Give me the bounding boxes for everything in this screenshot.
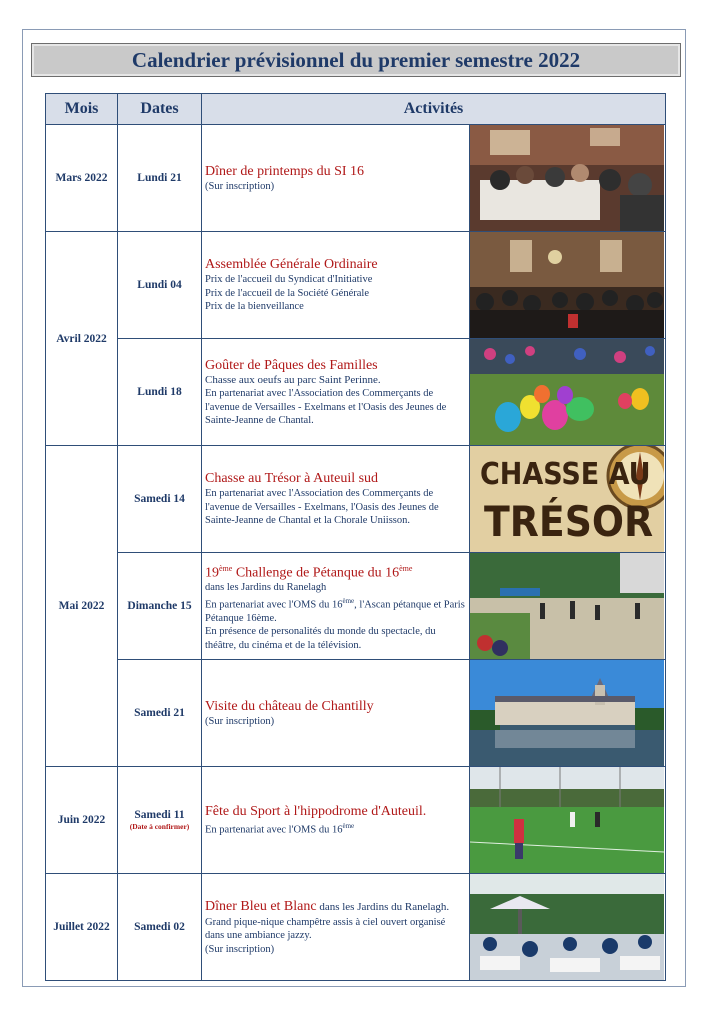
- activity-title: 19ème Challenge de Pétanque du 16ème: [205, 563, 413, 581]
- table-row: [46, 553, 666, 660]
- activity-cell: [202, 767, 470, 874]
- table-row: [46, 232, 666, 339]
- date-cell: Samedi 11 (Date à confirmer): [118, 767, 202, 874]
- activity-line: En partenariat avec l'OMS du 16ème, l'Ascan pétanque et Paris Pétanque 16ème.: [205, 596, 465, 624]
- activity-line: En partenariat avec l'Association des Commerçants de l'avenue de Versailles - Exelmans, l'Oasis des Jeunes de Sainte-Jeanne de Chantal et la Chorale Uniisson.: [205, 488, 439, 527]
- activity-cell: [202, 553, 470, 660]
- month-cell: Mai 2022: [46, 446, 118, 767]
- photo-cell: [470, 874, 666, 981]
- month-cell: Juin 2022: [46, 767, 118, 874]
- activity-title: Fête du Sport à l'hippodrome d'Auteuil.: [205, 804, 427, 819]
- date-cell: Samedi 21: [118, 660, 202, 767]
- activity-line: (Sur inscription): [205, 943, 275, 955]
- activity-line: dans les Jardins du Ranelagh: [205, 582, 327, 594]
- activity-title: Goûter de Pâques des Familles: [205, 357, 378, 373]
- date-cell: Samedi 02: [118, 874, 202, 981]
- picnic-garden-photo: [470, 874, 664, 980]
- activity-line: En partenariat avec l'Association des Commerçants de l'avenue de Versailles - Exelmans et l'Oasis des Jeunes de Sainte-Jeanne de Chantal.: [205, 388, 447, 426]
- activity-cell: [202, 232, 470, 339]
- activity-line: (Sur inscription): [205, 180, 275, 192]
- assembly-meeting-photo: [470, 232, 664, 338]
- header-mois: Mois: [46, 94, 118, 125]
- date-cell: Lundi 21: [118, 125, 202, 232]
- svg-text:CHASSE AU: CHASSE AU: [480, 457, 651, 492]
- page-title: Calendrier prévisionnel du premier semestre 2022: [31, 43, 681, 77]
- photo-cell: [470, 660, 666, 767]
- date-cell: Lundi 04: [118, 232, 202, 339]
- activity-line: Grand pique-nique champêtre assis à ciel ouvert organisé dans une ambiance jazzy.: [205, 916, 446, 942]
- activity-title: Dîner Bleu et Blanc dans les Jardins du Ranelagh.: [205, 898, 450, 914]
- activity-cell: [202, 446, 470, 553]
- chantilly-castle-photo: [470, 660, 664, 766]
- photo-cell: [470, 553, 666, 660]
- activity-line: En présence de personalités du monde du spectacle, du théâtre, du cinéma et de la télévision.: [205, 626, 436, 651]
- activity-cell: [202, 125, 470, 232]
- activity-line: En partenariat avec l'OMS du 16ème: [205, 822, 355, 836]
- photo-cell: [470, 767, 666, 874]
- activity-title: Assemblée Générale Ordinaire: [205, 257, 378, 273]
- table-row: [46, 767, 666, 874]
- activity-title: Dîner de printemps du SI 16: [205, 163, 365, 179]
- photo-cell: [470, 232, 666, 339]
- month-cell: Avril 2022: [46, 232, 118, 446]
- activity-line: Prix de l'accueil de la Société Générale: [205, 287, 369, 299]
- month-cell: Mars 2022: [46, 125, 118, 232]
- activity-title: Visite du château de Chantilly: [205, 698, 374, 714]
- header-dates: Dates: [118, 94, 202, 125]
- activity-line: Prix de la bienveillance: [205, 301, 304, 313]
- petanque-park-photo: [470, 553, 664, 659]
- table-row: [46, 339, 666, 446]
- activity-cell: [202, 339, 470, 446]
- activity-line: (Sur inscription): [205, 715, 275, 727]
- photo-cell: [470, 339, 666, 446]
- table-row: [46, 660, 666, 767]
- table-row: [46, 125, 666, 232]
- table-row: [46, 446, 666, 553]
- header-activites: Activités: [202, 94, 666, 125]
- date-cell: Lundi 18: [118, 339, 202, 446]
- photo-cell: [470, 446, 666, 553]
- date-note: (Date à confirmer): [129, 822, 190, 831]
- sports-field-photo: [470, 767, 664, 873]
- easter-eggs-photo: [470, 339, 664, 445]
- activity-cell: [202, 660, 470, 767]
- activity-cell: [202, 874, 470, 981]
- activity-title: Chasse au Trésor à Auteuil sud: [205, 471, 379, 487]
- activity-line: Prix de l'accueil du Syndicat d'Initiative: [205, 274, 373, 286]
- restaurant-dinner-photo: [470, 125, 664, 231]
- activity-line: Chasse aux oeufs au parc Saint Perinne.: [205, 373, 381, 386]
- month-cell: Juillet 2022: [46, 874, 118, 981]
- photo-cell: [470, 125, 666, 232]
- svg-text:TRÉSOR: TRÉSOR: [484, 497, 654, 546]
- date-cell: Dimanche 15: [118, 553, 202, 660]
- calendar-table: [45, 93, 666, 981]
- table-header-row: [46, 94, 666, 125]
- treasure-hunt-image: [470, 446, 664, 552]
- date-cell: Samedi 14: [118, 446, 202, 553]
- table-row: [46, 874, 666, 981]
